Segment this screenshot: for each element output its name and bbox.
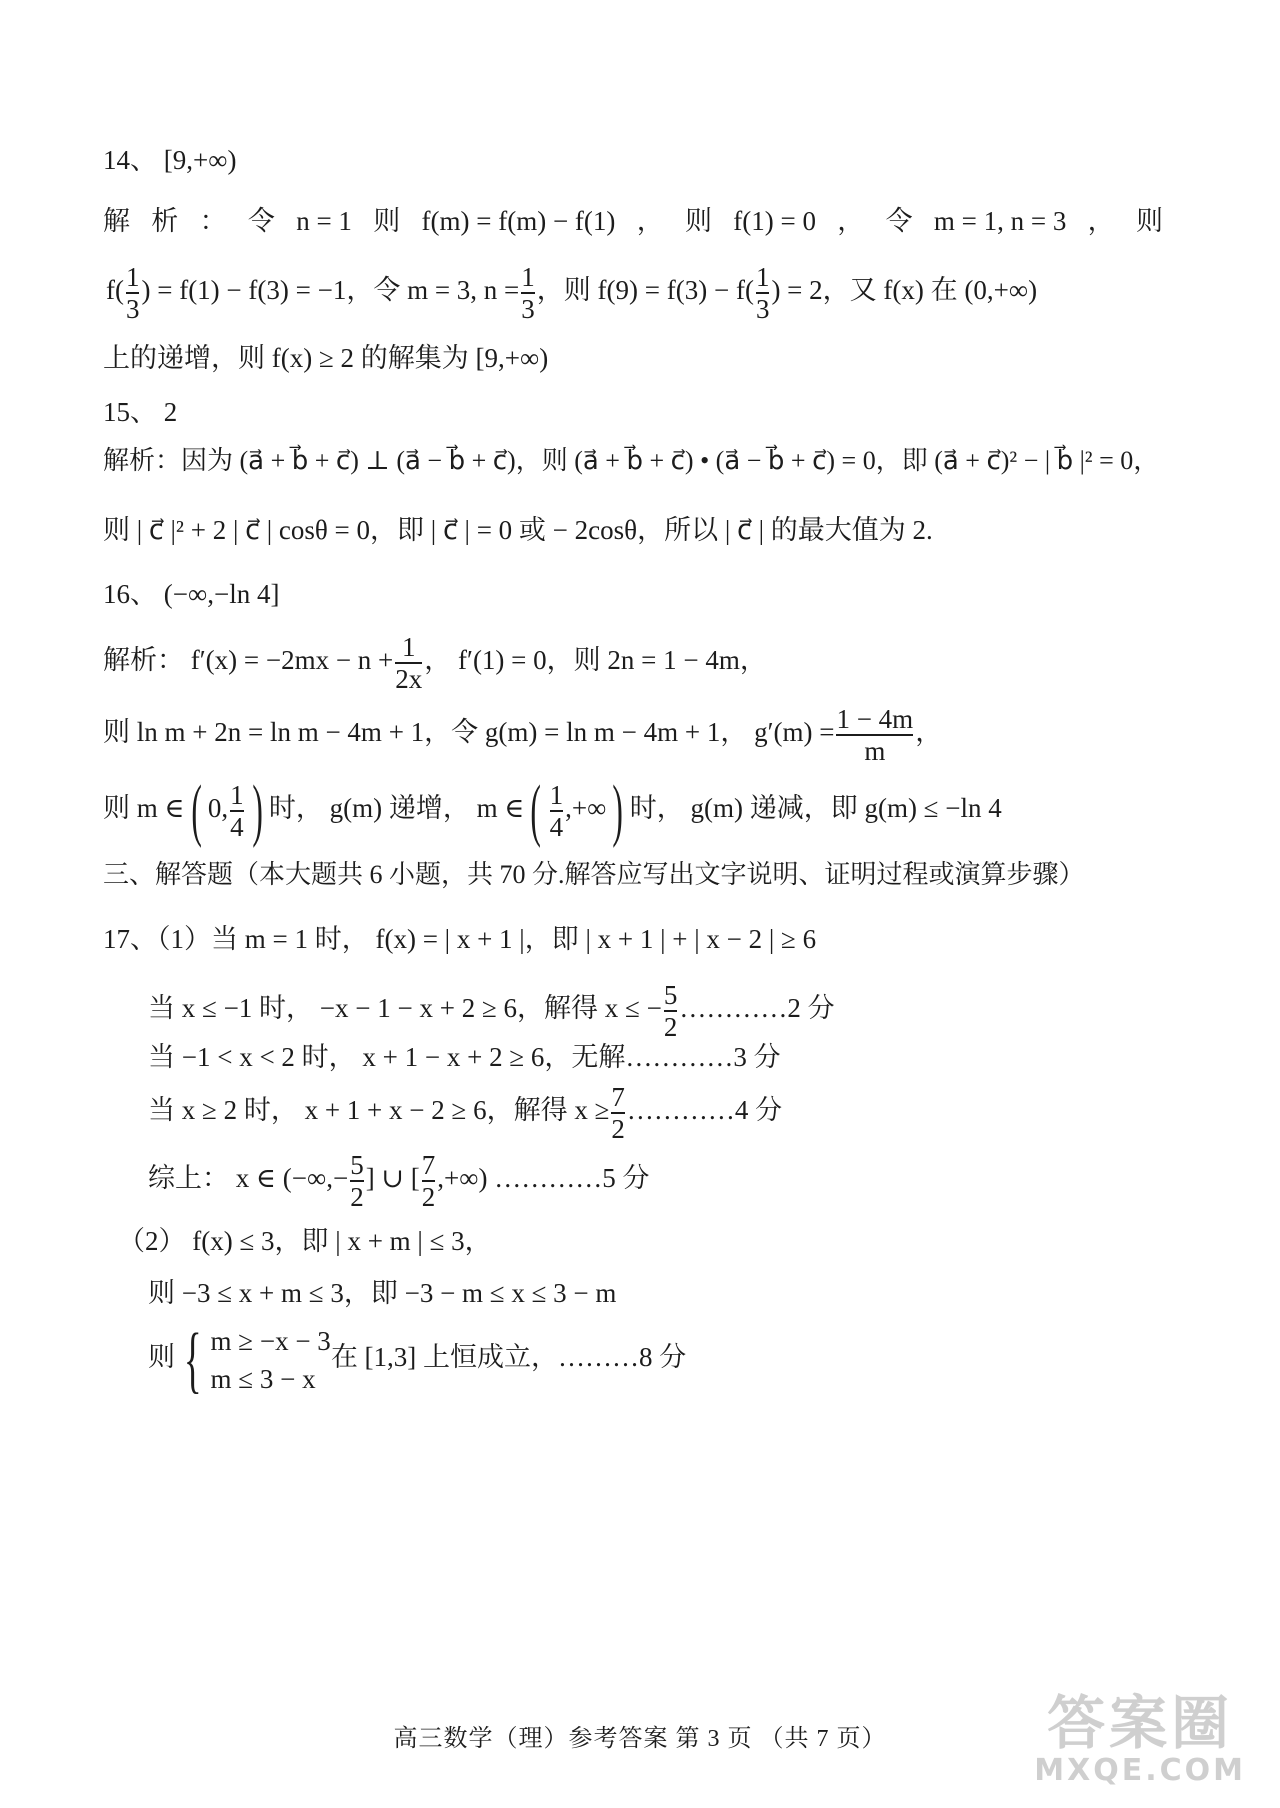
- q15-answer: 15、 2: [103, 397, 178, 427]
- q17-case-2: 当 −1 < x < 2 时， x + 1 − x + 2 ≥ 6，无解…………3 分: [148, 1042, 781, 1072]
- q17-part2-line-2: 则 −3 ≤ x + m ≤ 3，即 −3 − m ≤ x ≤ 3 − m: [148, 1278, 617, 1308]
- q17-case-3: 当 x ≥ 2 时， x + 1 + x − 2 ≥ 6，解得 x ≥ $\frac{7}{2}$ …………4 分: [148, 1082, 783, 1144]
- fraction-5-over-2: $\frac{5}{2}$: [350, 1150, 364, 1212]
- q17-part2-line-1: （2） f(x) ≤ 3，即 | x + m | ≤ 3，: [118, 1226, 492, 1256]
- q14-solution-line-1: 解 析 ： 令 n = 1 则 f(m) = f(m) − f(1) ， 则 f(1) = 0 ， 令 m = 1, n = 3 ， 则: [103, 206, 1163, 236]
- inequality-system: m ≥ −x − 3 m ≤ 3 − x: [210, 1326, 331, 1394]
- fraction-one-third: $\frac{1}{3}$: [755, 262, 770, 324]
- q16-answer: 16、 (−∞,−ln 4]: [103, 579, 280, 609]
- q17-part2-system: 则 { m ≥ −x − 3 m ≤ 3 − x 在 [1,3] 上恒成立，………8 分: [148, 1319, 687, 1401]
- q14-answer: 14、 [9,+∞): [103, 145, 237, 175]
- section-3-heading: 三、解答题（本大题共 6 小题，共 70 分.解答应写出文字说明、证明过程或演算步骤）: [103, 860, 1085, 889]
- q17-summary: 综上： x ∈ (−∞,− $\frac{5}{2}$ ] ∪ [ $\frac{7}{2}$ ,+∞) …………5 分: [148, 1150, 650, 1212]
- fraction-one-third: $\frac{1}{3}$: [521, 262, 535, 324]
- fraction-7-over-2: $\frac{7}{2}$: [611, 1082, 625, 1144]
- watermark-logo: 答案圈 MXQE.COM: [1034, 1689, 1246, 1788]
- fraction-7-over-2: $\frac{7}{2}$: [421, 1150, 436, 1212]
- fraction-5-over-2: $\frac{5}{2}$: [663, 980, 678, 1042]
- q16-solution-line-1: 解析： f′(x) = −2mx − n + $\frac{1}{2x}$ ， f′(1) = 0，则 2n = 1 − 4m，: [103, 632, 767, 694]
- q15-solution-line-1: 解析：因为 (a⃗ + b⃗ + c⃗) ⊥ (a⃗ − b⃗ + c⃗)，则 (a⃗ + b⃗ + c⃗) • (a⃗ − b⃗ + c⃗) = 0，即 (a⃗ + c⃗)² − | b⃗ |² = 0，: [103, 446, 1160, 475]
- fraction-one-quarter: $\frac{1}{4}$: [230, 780, 244, 842]
- fraction-one-third: $\frac{1}{3}$: [125, 262, 140, 324]
- fraction-one-quarter: $\frac{1}{4}$: [549, 780, 564, 842]
- q17-part1-line: 17、（1）当 m = 1 时， f(x) = | x + 1 |，即 | x + 1 | + | x − 2 | ≥ 6: [103, 924, 817, 954]
- q16-solution-line-3: 则 m ∈( 0, $\frac{1}{4}$ ) 时， g(m) 递增， m ∈( $\frac{1}{4}$ ,+∞) 时， g(m) 递减，即 g(m) ≤ −ln 4: [103, 772, 1002, 849]
- page-footer: 高三数学（理）参考答案 第 3 页 （共 7 页）: [393, 1726, 887, 1752]
- q14-solution-line-3: 上的递增，则 f(x) ≥ 2 的解集为 [9,+∞): [103, 343, 549, 373]
- q15-solution-line-2: 则 | c⃗ |² + 2 | c⃗ | cosθ = 0，即 | c⃗ | = 0 或 − 2cosθ，所以 | c⃗ | 的最大值为 2.: [103, 515, 933, 545]
- q17-case-1: 当 x ≤ −1 时， −x − 1 − x + 2 ≥ 6，解得 x ≤ − $\frac{5}{2}$ …………2 分: [148, 980, 835, 1042]
- q16-solution-line-2: 则 ln m + 2n = ln m − 4m + 1，令 g(m) = ln m − 4m + 1， g′(m) = $\frac{1 - 4m}{m}$ ，: [103, 704, 943, 766]
- q14-solution-line-2: f( $\frac{1}{3}$ ) = f(1) − f(3) = −1，令 m = 3, n = $\frac{1}{3}$ ，则 f(9) = f(3) − f( $\frac{1}{3}$ ) = 2，又 f(x) 在 (0,+∞): [106, 262, 1038, 324]
- fraction-1-over-2x: $\frac{1}{2x}$: [395, 632, 423, 694]
- fraction-gprime: $\frac{1 - 4m}{m}$: [836, 704, 914, 766]
